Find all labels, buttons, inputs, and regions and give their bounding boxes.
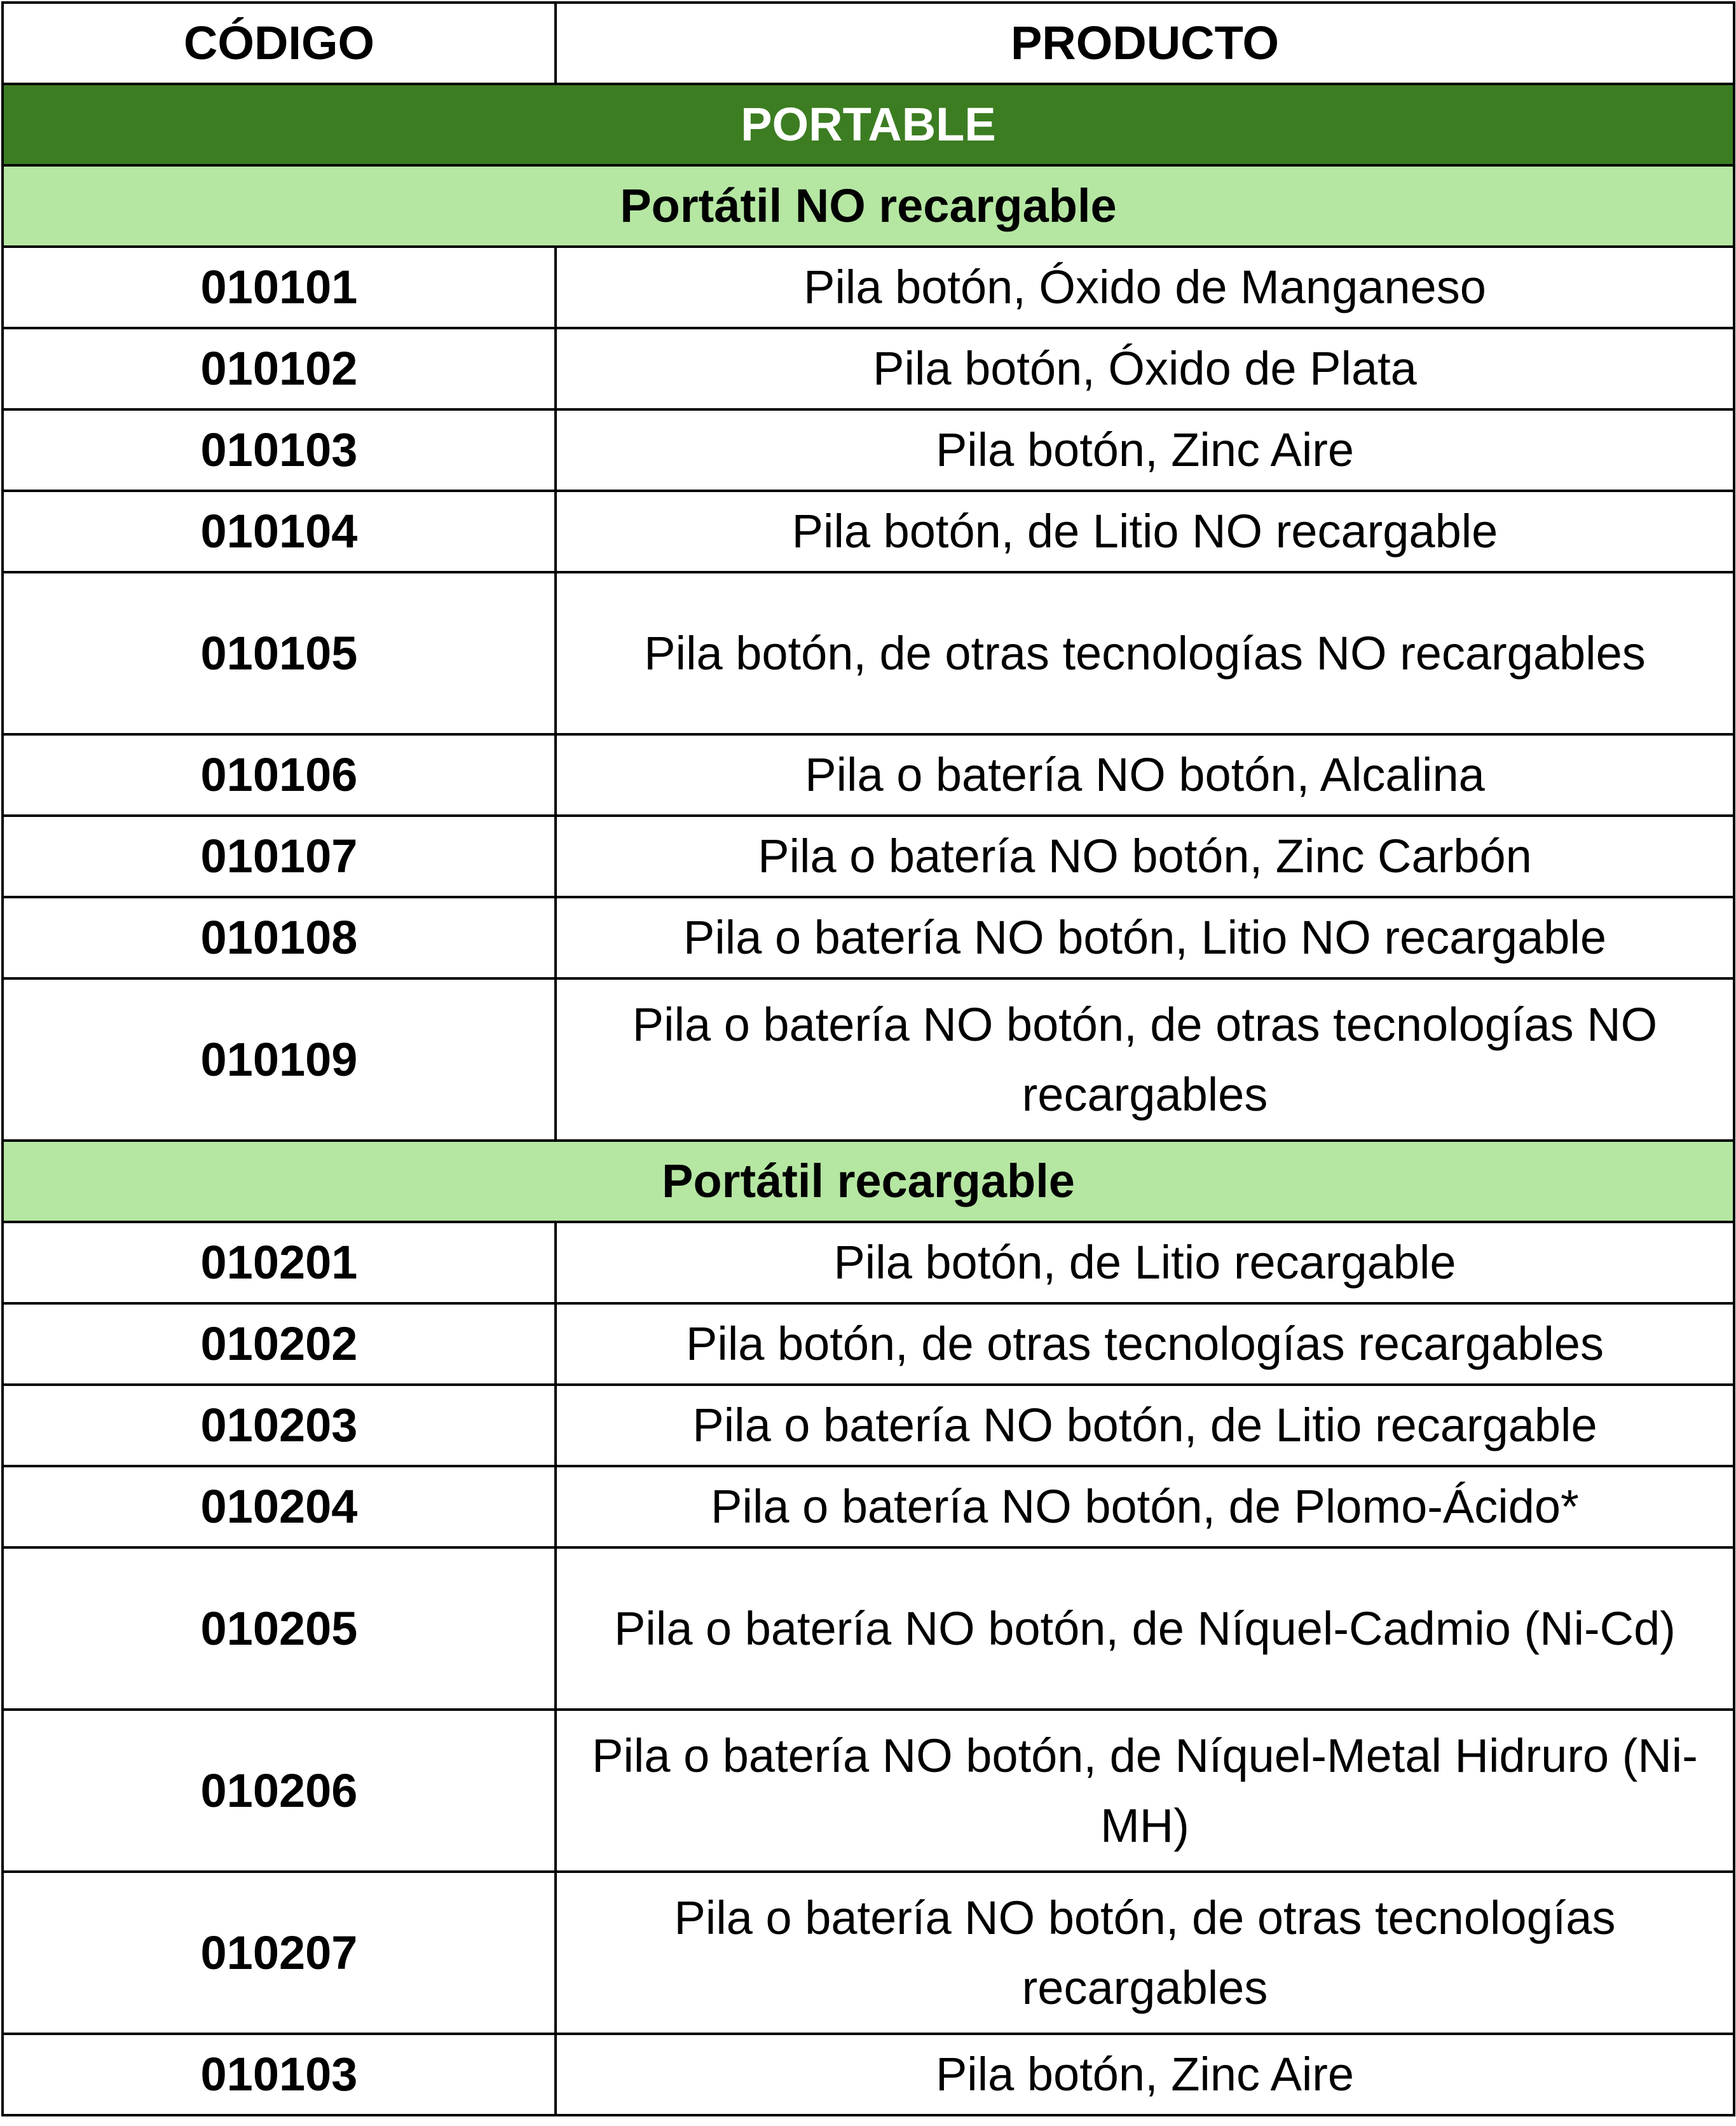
table-row [3, 978, 1734, 1141]
table-row [3, 1303, 1734, 1385]
table-row [3, 409, 1734, 491]
table-row [3, 734, 1734, 816]
product-cell: Pila o batería NO botón, Litio NO recargable [556, 897, 1734, 978]
column-header-code: CÓDIGO [3, 3, 556, 84]
product-cell: Pila botón, de otras tecnologías recargables [556, 1303, 1734, 1385]
product-cell: Pila o batería NO botón, de otras tecnologías NO recargables [556, 978, 1734, 1141]
table-header-row [3, 3, 1734, 84]
code-cell: 010103 [3, 2034, 556, 2115]
product-cell: Pila o batería NO botón, de Litio recargable [556, 1385, 1734, 1466]
table-row [3, 1872, 1734, 2034]
section-title: PORTABLE [3, 84, 1734, 165]
product-cell: Pila o batería NO botón, Zinc Carbón [556, 816, 1734, 897]
code-cell: 010104 [3, 491, 556, 572]
table-row [3, 572, 1734, 734]
column-header-product: PRODUCTO [556, 3, 1734, 84]
code-cell: 010105 [3, 572, 556, 734]
table-row [3, 328, 1734, 409]
subsection-title: Portátil NO recargable [3, 165, 1734, 247]
code-cell: 010109 [3, 978, 556, 1141]
table-row [3, 1466, 1734, 1547]
table-row [3, 2034, 1734, 2115]
subsection-row [3, 165, 1734, 247]
code-cell: 010106 [3, 734, 556, 816]
code-cell: 010203 [3, 1385, 556, 1466]
code-cell: 010206 [3, 1710, 556, 1872]
code-cell: 010204 [3, 1466, 556, 1547]
table-row [3, 1385, 1734, 1466]
table-row [3, 247, 1734, 328]
code-cell: 010103 [3, 409, 556, 491]
product-cell: Pila botón, Óxido de Manganeso [556, 247, 1734, 328]
code-cell: 010205 [3, 1547, 556, 1710]
code-cell: 010108 [3, 897, 556, 978]
section-row [3, 84, 1734, 165]
product-cell: Pila botón, Zinc Aire [556, 409, 1734, 491]
product-cell: Pila o batería NO botón, de Níquel-Cadmio (Ni-Cd) [556, 1547, 1734, 1710]
product-cell: Pila botón, de Litio recargable [556, 1222, 1734, 1303]
table-row [3, 1222, 1734, 1303]
table-row [3, 491, 1734, 572]
product-cell: Pila botón, de otras tecnologías NO recargables [556, 572, 1734, 734]
code-cell: 010202 [3, 1303, 556, 1385]
table-row [3, 1547, 1734, 1710]
code-cell: 010101 [3, 247, 556, 328]
product-cell: Pila o batería NO botón, de otras tecnologías recargables [556, 1872, 1734, 2034]
product-code-table [1, 1, 1735, 2116]
product-cell: Pila botón, Zinc Aire [556, 2034, 1734, 2115]
table-row [3, 897, 1734, 978]
product-cell: Pila o batería NO botón, de Plomo-Ácido* [556, 1466, 1734, 1547]
subsection-row [3, 1141, 1734, 1222]
product-cell: Pila o batería NO botón, de Níquel-Metal Hidruro (Ni-MH) [556, 1710, 1734, 1872]
product-cell: Pila botón, de Litio NO recargable [556, 491, 1734, 572]
code-cell: 010102 [3, 328, 556, 409]
table-row [3, 816, 1734, 897]
code-cell: 010207 [3, 1872, 556, 2034]
subsection-title: Portátil recargable [3, 1141, 1734, 1222]
code-cell: 010107 [3, 816, 556, 897]
product-cell: Pila o batería NO botón, Alcalina [556, 734, 1734, 816]
table-row [3, 1710, 1734, 1872]
code-cell: 010201 [3, 1222, 556, 1303]
product-cell: Pila botón, Óxido de Plata [556, 328, 1734, 409]
